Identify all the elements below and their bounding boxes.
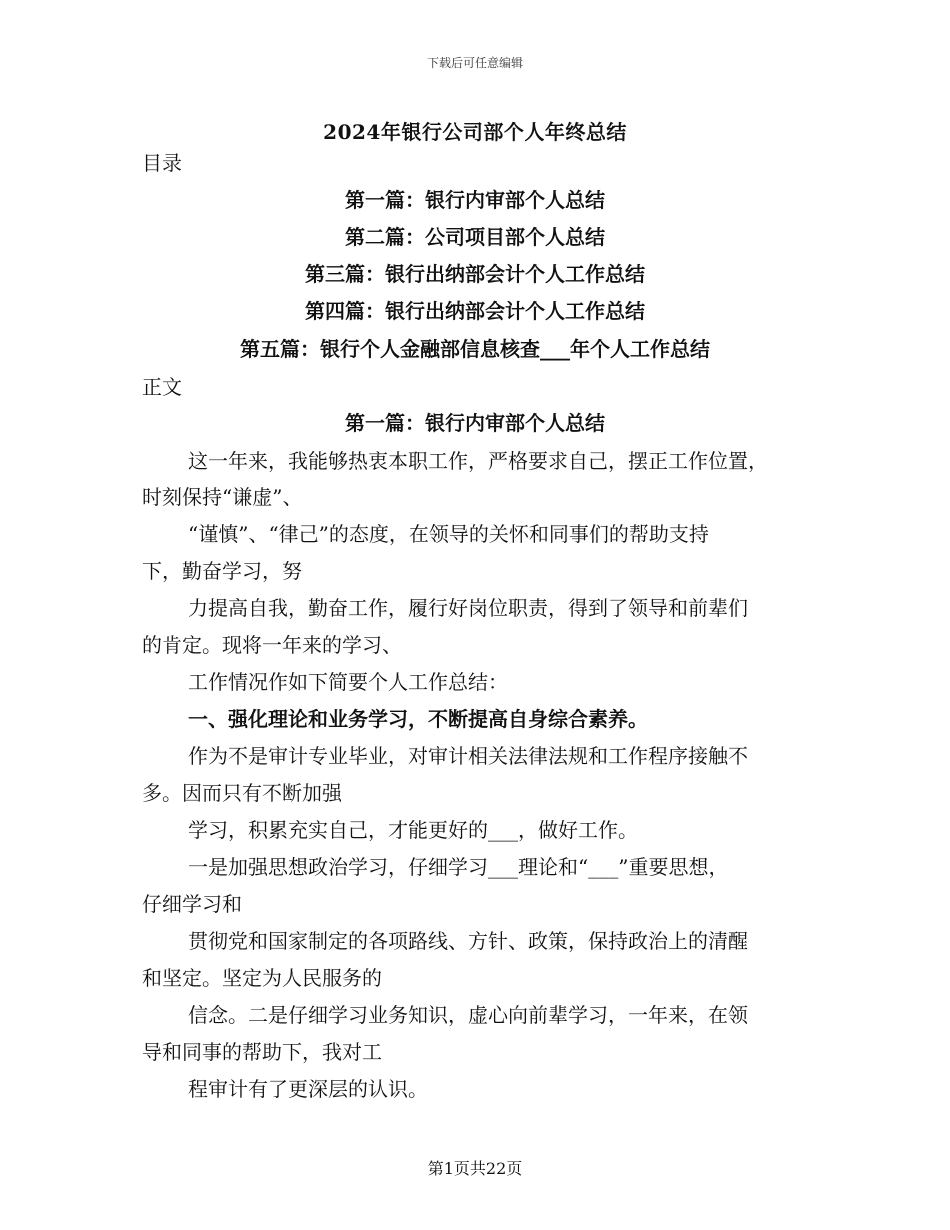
- paragraph-line: “谨慎”、“律己”的态度，在领导的关怀和同事们的帮助支持: [188, 522, 709, 546]
- paragraph-line: 下，勤奋学习，努: [142, 559, 302, 583]
- paragraph-line: 学习，积累充实自己，才能更好的___，做好工作。: [188, 818, 638, 842]
- body-label: 正文: [142, 375, 182, 399]
- paragraph-line: 的肯定。现将一年来的学习、: [142, 633, 402, 657]
- paragraph-line: 一是加强思想政治学习，仔细学习___理论和“___”重要思想，: [188, 855, 729, 879]
- toc-item: 第二篇：公司项目部个人总结: [345, 225, 605, 249]
- paragraph-line: 这一年来，我能够热衷本职工作，严格要求自己，摆正工作位置，: [188, 449, 768, 473]
- paragraph-line: 仔细学习和: [142, 892, 242, 916]
- paragraph-line: 信念。二是仔细学习业务知识，虚心向前辈学习，一年来，在领: [188, 1003, 748, 1027]
- toc-label: 目录: [142, 151, 182, 175]
- paragraph-line: 力提高自我，勤奋工作，履行好岗位职责，得到了领导和前辈们: [188, 596, 748, 620]
- paragraph-line: 导和同事的帮助下，我对工: [142, 1040, 382, 1064]
- paragraph-line: 贯彻党和国家制定的各项路线、方针、政策，保持政治上的清醒: [188, 929, 748, 953]
- paragraph-line: 时刻保持“谦虚”、: [142, 485, 303, 509]
- paragraph-line: 和坚定。坚定为人民服务的: [142, 966, 382, 990]
- toc-item: 第一篇：银行内审部个人总结: [345, 188, 605, 212]
- header-note: 下载后可任意编辑: [426, 56, 523, 70]
- section-title: 第一篇：银行内审部个人总结: [345, 411, 605, 435]
- paragraph-line: 多。因而只有不断加强: [142, 781, 342, 805]
- document-title: 2024年银行公司部个人年终总结: [323, 120, 627, 144]
- toc-item: 第三篇：银行出纳部会计个人工作总结: [305, 262, 645, 286]
- paragraph-line: 作为不是审计专业毕业，对审计相关法律法规和工作程序接触不: [188, 744, 748, 768]
- paragraph-line: 工作情况作如下简要个人工作总结：: [188, 670, 508, 694]
- toc-item: 第四篇：银行出纳部会计个人工作总结: [305, 299, 645, 323]
- subheading: 一、强化理论和业务学习，不断提高自身综合素养。: [188, 707, 648, 731]
- toc-item: 第五篇：银行个人金融部信息核查___年个人工作总结: [240, 337, 710, 361]
- page-number-footer: 第1页共22页: [427, 1159, 523, 1178]
- paragraph-line: 程审计有了更深层的认识。: [188, 1077, 428, 1101]
